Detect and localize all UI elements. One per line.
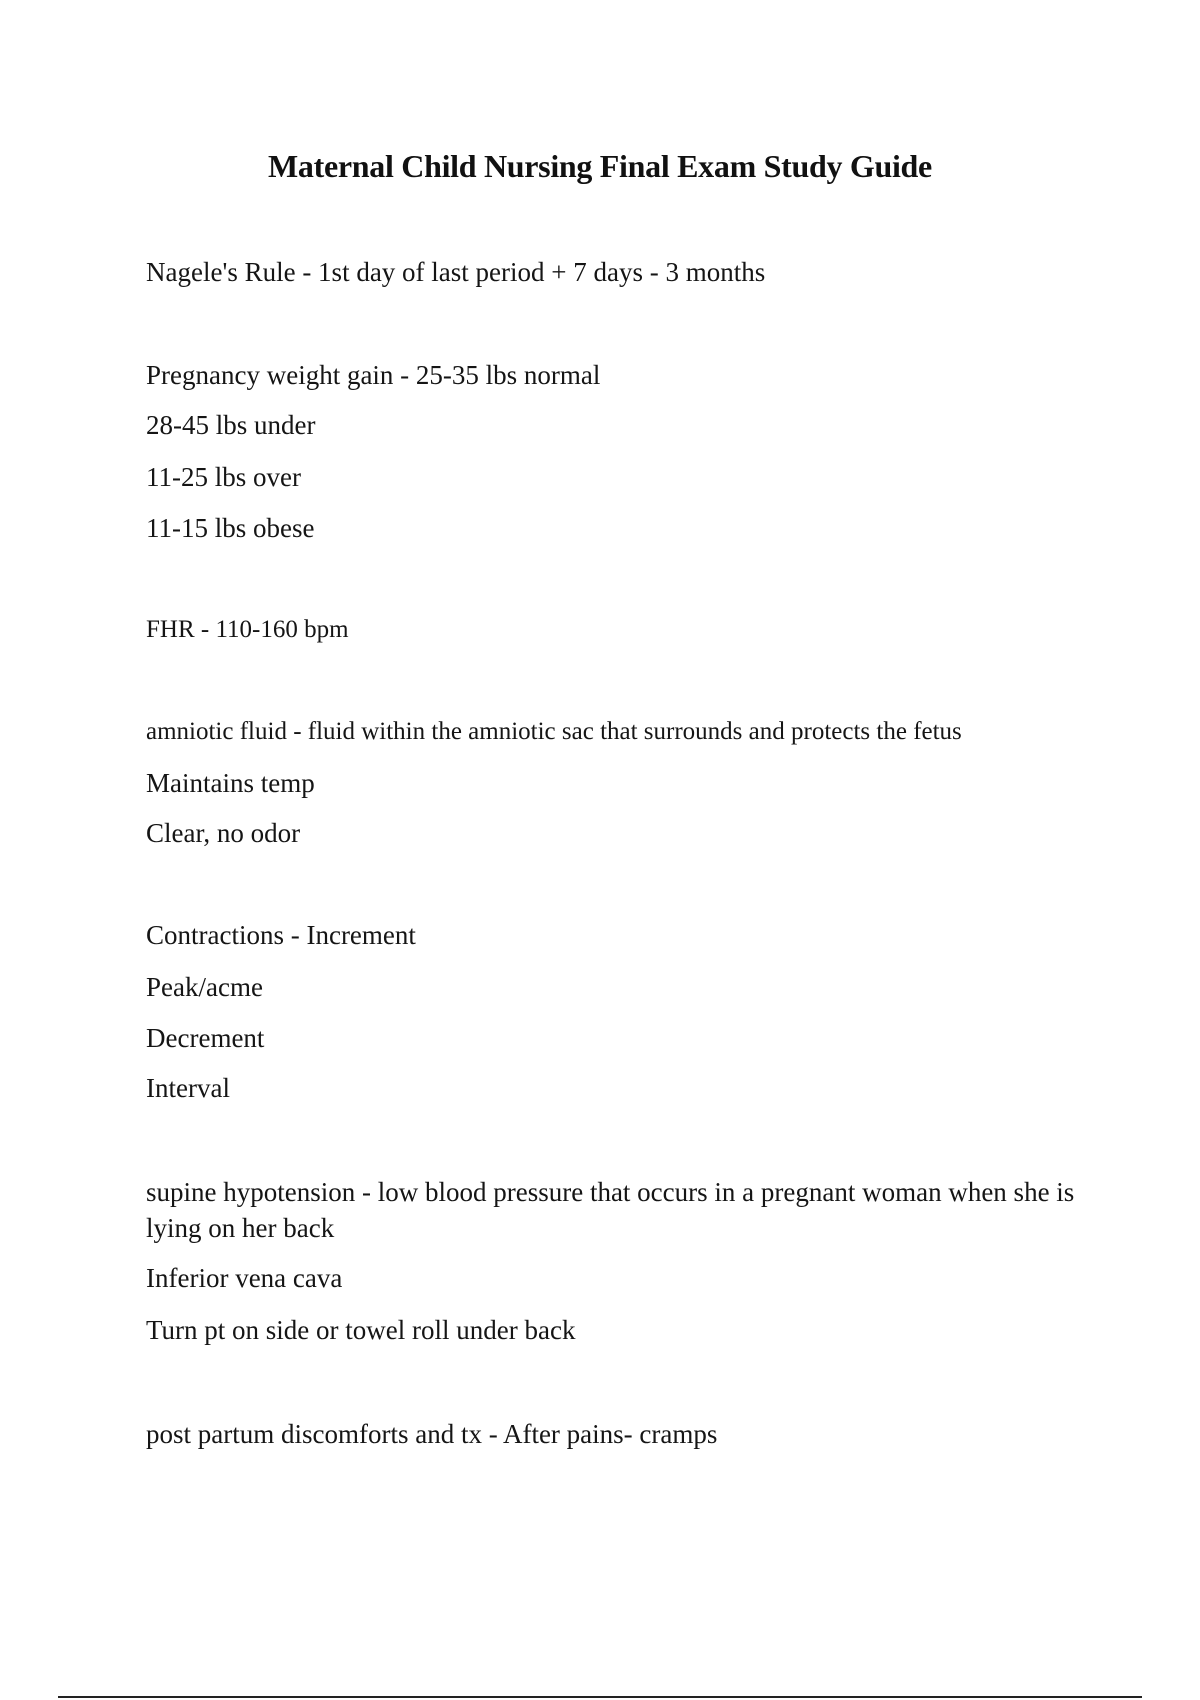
text-line-weight-obese: 11-15 lbs obese: [146, 513, 315, 543]
text-line-amniotic-fluid: amniotic fluid - fluid within the amniotic sac that surrounds and protects the fetus: [146, 718, 962, 745]
text-line-maintains-temp: Maintains temp: [146, 768, 315, 798]
text-line-weight-over: 11-25 lbs over: [146, 462, 301, 492]
text-line-interval: Interval: [146, 1073, 230, 1103]
text-line-clear-no-odor: Clear, no odor: [146, 818, 301, 848]
text-line-decrement: Decrement: [146, 1023, 265, 1053]
text-line-contractions: Contractions - Increment: [146, 920, 416, 950]
text-line-peak-acme: Peak/acme: [146, 972, 263, 1002]
text-line-turn-pt: Turn pt on side or towel roll under back: [146, 1315, 576, 1345]
text-line-supine-hypotension: supine hypotension - low blood pressure that occurs in a pregnant woman when she is lying on her back: [146, 1177, 1075, 1243]
text-line-inferior-vena-cava: Inferior vena cava: [146, 1263, 343, 1293]
text-line-weight-under: 28-45 lbs under: [146, 410, 316, 440]
text-line-fhr: FHR - 110-160 bpm: [146, 616, 349, 643]
bottom-divider: [58, 1696, 1142, 1698]
page-title: Maternal Child Nursing Final Exam Study Guide: [268, 148, 932, 184]
text-line-weight-gain: Pregnancy weight gain - 25-35 lbs normal: [146, 360, 601, 390]
text-line-post-partum: post partum discomforts and tx - After pains- cramps: [146, 1419, 718, 1449]
text-line-nageles-rule: Nagele's Rule - 1st day of last period + 7 days - 3 months: [146, 257, 766, 287]
